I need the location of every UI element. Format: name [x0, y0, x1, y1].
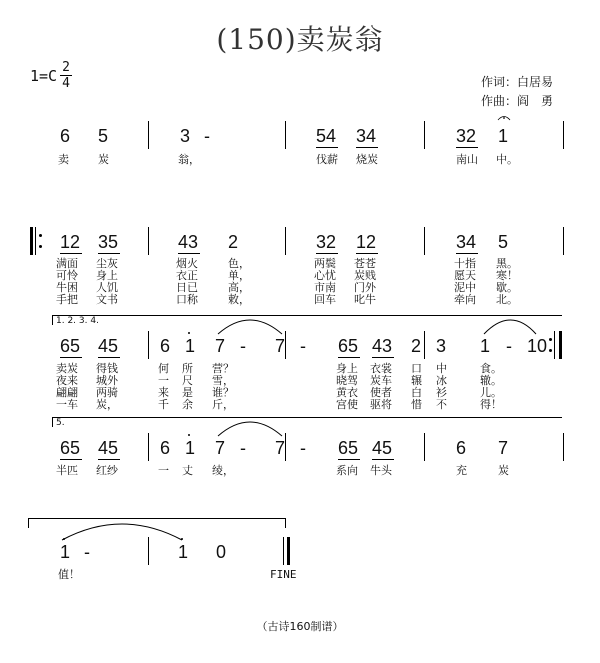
- lyric: 烧炭: [356, 153, 378, 166]
- lyric: 卖: [58, 153, 69, 166]
- note: 65: [60, 438, 81, 458]
- lyric: 值！: [58, 568, 80, 581]
- lyric: 谁？: [212, 386, 234, 399]
- tie: [62, 524, 182, 540]
- note: 1: [480, 336, 491, 356]
- lyric: 衣正: [176, 269, 198, 282]
- lyric: 衫: [436, 386, 447, 399]
- lyric: 可怜: [56, 269, 78, 282]
- lyric: 中。: [496, 153, 518, 166]
- lyric: 衣裳: [370, 362, 392, 375]
- lyric: 城外: [96, 374, 118, 387]
- key-signature: 1=C: [30, 67, 58, 85]
- lyric: 牵向: [454, 293, 476, 306]
- lyric: 一车: [56, 398, 78, 411]
- lyric: 敕，: [228, 293, 250, 306]
- lyric: 中: [436, 362, 447, 375]
- note: 2: [411, 336, 422, 356]
- lyric: 使者: [370, 386, 392, 399]
- note: 34: [456, 232, 477, 252]
- lyric: 北。: [496, 293, 518, 306]
- volta-label: 1. 2. 3. 4.: [56, 316, 99, 326]
- note-dash: -: [506, 336, 512, 356]
- note: 45: [98, 336, 119, 356]
- lyric: 充: [456, 464, 467, 477]
- time-signature-top: 2: [62, 60, 70, 75]
- note: 5: [498, 232, 509, 252]
- lyric: 千: [158, 398, 169, 411]
- lyricist-credit: 作词：白居易: [481, 75, 554, 89]
- lyric: 不: [436, 398, 447, 411]
- lyric: 泥中: [454, 281, 476, 294]
- note: 6: [456, 438, 467, 458]
- lyric: 色，: [228, 257, 250, 270]
- footer-note: （古诗160制谱）: [256, 620, 344, 633]
- lyric: 两鬓: [314, 257, 336, 270]
- lyric: 尺: [182, 374, 193, 387]
- lyric: 十指: [454, 257, 476, 270]
- note: 32: [316, 232, 337, 252]
- note: 1: [185, 336, 196, 356]
- note: 65: [338, 438, 359, 458]
- lyric: 营？: [212, 362, 234, 375]
- note: 43: [372, 336, 393, 356]
- note: 1: [60, 542, 71, 562]
- lyric: 口称: [176, 293, 198, 306]
- lyric: 惜: [411, 398, 422, 411]
- tie: [218, 422, 282, 436]
- lyric: 儿。: [480, 386, 502, 399]
- lyric: 卖炭: [56, 362, 78, 375]
- page-title: (150)卖炭翁: [216, 23, 384, 56]
- lyric: 人饥: [96, 281, 118, 294]
- lyric: 所: [182, 362, 193, 375]
- lyric: 身上: [96, 269, 118, 282]
- note: 12: [60, 232, 81, 252]
- note: 1: [527, 336, 538, 356]
- note: 6: [160, 336, 171, 356]
- lyric: 炭: [498, 464, 509, 477]
- composer-credit: 作曲：阎 勇: [481, 94, 554, 108]
- lyric: 高，: [228, 281, 250, 294]
- note: 65: [338, 336, 359, 356]
- note: 1: [498, 126, 509, 146]
- note-dash: -: [240, 438, 246, 458]
- lyric: 翁，: [178, 153, 200, 166]
- lyric: 辙。: [480, 374, 502, 387]
- lyric: 翩翩: [56, 386, 78, 399]
- lyric: 白: [411, 386, 422, 399]
- volta-label: 5.: [56, 418, 65, 428]
- note: 34: [356, 126, 377, 146]
- lyric: 炭，: [96, 398, 118, 411]
- lyric: 半匹: [56, 464, 78, 477]
- lyric: 食。: [480, 362, 502, 375]
- lyric: 绫，: [212, 464, 234, 477]
- lyric: 冰: [436, 374, 447, 387]
- note: 0: [537, 336, 548, 356]
- lyric: 寒！: [496, 269, 518, 282]
- note-dash: -: [240, 336, 246, 356]
- note: 3: [436, 336, 447, 356]
- lyric: 得！: [480, 398, 502, 411]
- fine-marking: FINE: [270, 568, 297, 581]
- lyric: 来: [158, 386, 169, 399]
- tie: [484, 320, 536, 334]
- lyric: 市南: [314, 281, 336, 294]
- note: 43: [178, 232, 199, 252]
- lyric: 回车: [314, 293, 336, 306]
- lyric: 一: [158, 464, 169, 477]
- lyric: 是: [182, 386, 193, 399]
- note-dash: -: [300, 336, 306, 356]
- lyric: 黄衣: [336, 386, 358, 399]
- lyric: 满面: [56, 257, 78, 270]
- lyric: 烟火: [176, 257, 198, 270]
- lyric: 南山: [456, 153, 478, 166]
- lyric: 牛头: [370, 464, 392, 477]
- note: 45: [372, 438, 393, 458]
- note: 7: [215, 336, 226, 356]
- lyric: 余: [182, 398, 193, 411]
- lyric: 牛困: [56, 281, 78, 294]
- note: 2: [228, 232, 239, 252]
- note: 1: [178, 542, 189, 562]
- lyric: 心忧: [314, 269, 336, 282]
- note: 65: [60, 336, 81, 356]
- lyric: 宫使: [336, 398, 358, 411]
- note: 45: [98, 438, 119, 458]
- lyric: 苍苍: [354, 257, 376, 270]
- lyric: 文书: [96, 293, 118, 306]
- lyric: 尘灰: [96, 257, 118, 270]
- lyric: 雪，: [212, 374, 234, 387]
- note: 3: [180, 126, 191, 146]
- fermata-dot: [503, 117, 505, 119]
- lyric: 一: [158, 374, 169, 387]
- lyric: 丈: [182, 464, 193, 477]
- lyric: 晓驾: [336, 374, 358, 387]
- note: 35: [98, 232, 119, 252]
- note-dash: -: [204, 126, 210, 146]
- lyric: 夜来: [56, 374, 78, 387]
- note-dash: -: [300, 438, 306, 458]
- note: 5: [98, 126, 109, 146]
- lyric: 日已: [176, 281, 198, 294]
- lyric: 口: [411, 362, 422, 375]
- lyric: 两骑: [96, 386, 118, 399]
- lyric: 手把: [56, 293, 78, 306]
- note: 54: [316, 126, 337, 146]
- note: 6: [60, 126, 71, 146]
- note: 32: [456, 126, 477, 146]
- tie: [218, 320, 282, 334]
- lyric: 炭贱: [354, 269, 376, 282]
- lyric: 辗: [411, 374, 422, 387]
- lyric: 红纱: [96, 464, 118, 477]
- lyric: 驱将: [370, 398, 392, 411]
- note: 6: [160, 438, 171, 458]
- lyric: 何: [158, 362, 169, 375]
- lyric: 愿天: [454, 269, 476, 282]
- note: 7: [275, 438, 286, 458]
- lyric: 得钱: [96, 362, 118, 375]
- lyric: 系向: [336, 464, 358, 477]
- lyric: 门外: [354, 281, 376, 294]
- lyric: 炭车: [370, 374, 392, 387]
- note: 7: [215, 438, 226, 458]
- note: 12: [356, 232, 377, 252]
- note: 7: [275, 336, 286, 356]
- lyric: 歇。: [496, 281, 518, 294]
- note: 7: [498, 438, 509, 458]
- lyric: 单，: [228, 269, 250, 282]
- time-signature-bottom: 4: [62, 76, 70, 91]
- lyric: 炭: [98, 153, 109, 166]
- lyric: 身上: [336, 362, 358, 375]
- note: 1: [185, 438, 196, 458]
- note: 0: [216, 542, 227, 562]
- lyric: 叱牛: [354, 293, 376, 306]
- lyric: 黑。: [496, 257, 518, 270]
- lyric: 伐薪: [316, 153, 338, 166]
- note-dash: -: [84, 542, 90, 562]
- lyric: 斤，: [212, 398, 234, 411]
